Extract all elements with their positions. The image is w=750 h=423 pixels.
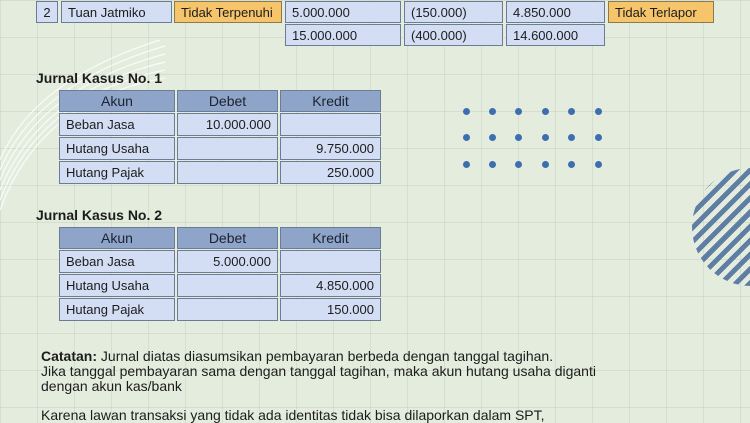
amount-cell: 5.000.000 [285, 1, 401, 23]
journal-1-debit-2 [177, 137, 278, 160]
journal-2-debit-1: 5.000.000 [177, 250, 278, 273]
note-line-4: Karena lawan transaksi yang tidak ada identitas tidak bisa dilaporkan dalam SPT, [41, 407, 545, 423]
decorative-dot [595, 134, 602, 141]
decorative-dot [515, 161, 522, 168]
decorative-dot [489, 134, 496, 141]
total-amount-cell: 15.000.000 [285, 24, 401, 46]
total-deduction-cell: (400.000) [404, 24, 503, 46]
decorative-dot [489, 161, 496, 168]
journal-1-header-debit: Debet [177, 90, 278, 112]
decorative-dot [542, 108, 549, 115]
journal-1-credit-3: 250.000 [280, 161, 381, 184]
decorative-dot [542, 161, 549, 168]
journal-2-header-account: Akun [59, 227, 175, 249]
decorative-dot [568, 161, 575, 168]
decorative-dot [568, 134, 575, 141]
journal-1-header-credit: Kredit [280, 90, 381, 112]
decorative-dot [463, 161, 470, 168]
note-label: Catatan: [41, 348, 98, 364]
total-net-cell: 14.600.000 [506, 24, 605, 46]
journal-2-title: Jurnal Kasus No. 2 [36, 207, 163, 223]
decorative-dot [463, 134, 470, 141]
journal-1-account-3: Hutang Pajak [59, 161, 175, 184]
journal-2-credit-2: 4.850.000 [280, 274, 381, 297]
note-line-1 [41, 349, 721, 364]
journal-1-credit-2: 9.750.000 [280, 137, 381, 160]
status-badge: Tidak Terpenuhi [174, 1, 282, 23]
vendor-name: Tuan Jatmiko [61, 1, 172, 23]
journal-1-account-2: Hutang Usaha [59, 137, 175, 160]
report-status-badge: Tidak Terlapor [608, 1, 714, 23]
decorative-dot [568, 108, 575, 115]
journal-1-title: Jurnal Kasus No. 1 [36, 70, 163, 86]
journal-1-debit-1: 10.000.000 [177, 113, 278, 136]
journal-2-debit-2 [177, 274, 278, 297]
decorative-dot [515, 134, 522, 141]
note-line-3: dengan akun kas/bank [41, 378, 182, 394]
decorative-dot [463, 108, 470, 115]
journal-1-header-account: Akun [59, 90, 175, 112]
journal-1-credit-1 [280, 113, 381, 136]
decorative-dot [595, 161, 602, 168]
journal-1-debit-3 [177, 161, 278, 184]
journal-2-header-credit: Kredit [280, 227, 381, 249]
row-number: 2 [36, 1, 58, 23]
journal-2-credit-1 [280, 250, 381, 273]
journal-2-credit-3: 150.000 [280, 298, 381, 321]
decorative-dot [489, 108, 496, 115]
journal-2-account-3: Hutang Pajak [59, 298, 175, 321]
journal-2-debit-3 [177, 298, 278, 321]
journal-2-account-1: Beban Jasa [59, 250, 175, 273]
net-cell: 4.850.000 [506, 1, 605, 23]
decorative-striped-circle [692, 168, 750, 286]
decorative-dot [542, 134, 549, 141]
note-text: Jurnal diatas diasumsikan pembayaran berbeda dengan tanggal tagihan. [97, 348, 554, 364]
journal-1-account-1: Beban Jasa [59, 113, 175, 136]
decorative-dot [515, 108, 522, 115]
deduction-cell: (150.000) [404, 1, 503, 23]
note-line-2: Jika tanggal pembayaran sama dengan tanggal tagihan, maka akun hutang usaha diganti [41, 363, 596, 379]
decorative-dot [595, 108, 602, 115]
journal-2-account-2: Hutang Usaha [59, 274, 175, 297]
journal-2-header-debit: Debet [177, 227, 278, 249]
